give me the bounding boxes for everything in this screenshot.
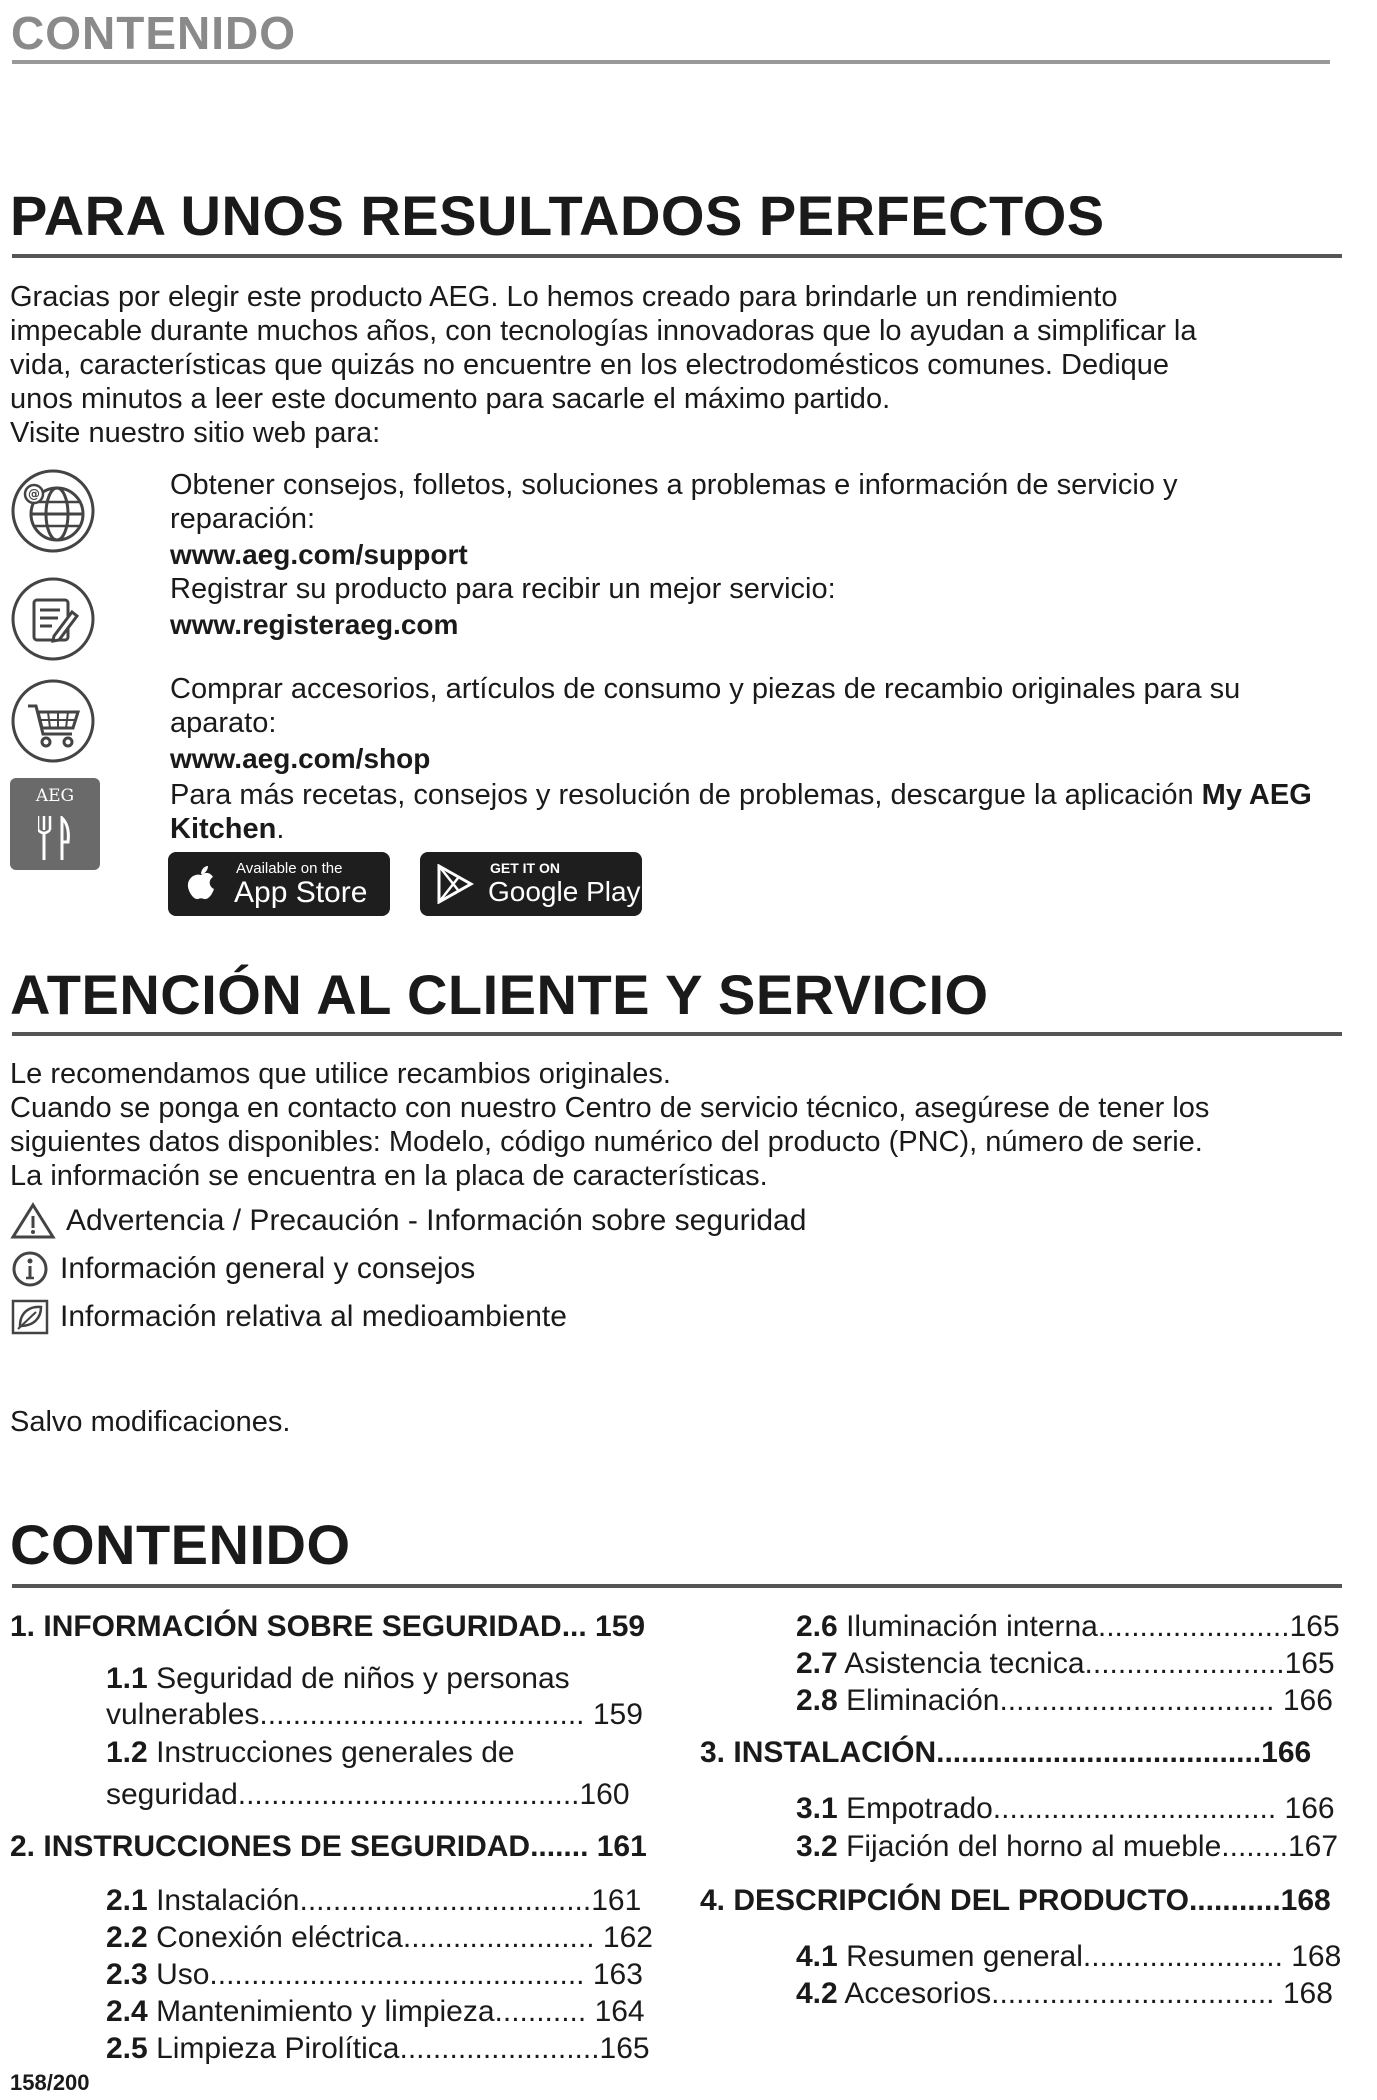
section-results-title: PARA UNOS RESULTADOS PERFECTOS [10,184,1105,247]
toc-item-4-1[interactable] [796,1940,1341,1974]
header-title: CONTENIDO [11,7,296,59]
toc-num: 2.1 [106,1884,148,1917]
legend-warning-text: Advertencia / Precaución - Información sobre seguridad [66,1204,807,1237]
toc-num: 3.2 [796,1830,838,1863]
toc-item-2-7[interactable] [796,1647,1335,1681]
leaf-icon [10,1298,50,1336]
toc-item-2-4[interactable] [106,1995,645,2029]
toc-item-1-2[interactable] [106,1736,515,1770]
toc-item-3[interactable]: 3. INSTALACIÓN.......................................166 [700,1736,1312,1769]
toc-item-2-8[interactable] [796,1684,1333,1718]
globe-icon [10,468,96,559]
toc-num: 4.2 [796,1977,838,2010]
app-text: Para más recetas, consejos y resolución de problemas, descargue la aplicación [170,779,1202,811]
page-number: 158/200 [10,2070,90,2095]
toc-item-2-3[interactable] [106,1958,643,1992]
toc-text: Empotrado.................................. 166 [846,1792,1335,1825]
toc-item-1-2-cont[interactable]: seguridad.........................................160 [106,1778,630,1811]
intro-line: impecable durante muchos años, con tecnologías innovadoras que lo ayudan a simplificar la [10,315,1197,347]
intro-line: unos minutos a leer este documento para sacarle el máximo partido. [10,383,891,415]
toc-text: Asistencia tecnica........................165 [844,1647,1335,1680]
intro-line: vida, características que quizás no encuentre en los electrodomésticos comunes. Dedique [10,349,1170,381]
app-store-badge[interactable] [168,852,390,916]
toc-text: Resumen general........................ 168 [846,1940,1342,1973]
toc-num: 4.1 [796,1940,838,1973]
toc-text: Instalación...................................161 [156,1884,642,1917]
service-line: Cuando se ponga en contacto con nuestro Centro de servicio técnico, asegúrese de tener los [10,1092,1210,1124]
toc-num: 2.6 [796,1610,838,1643]
toc-item-1-1-cont[interactable]: vulnerables....................................... 159 [106,1698,643,1731]
appstore-big-text: App Store [234,876,368,909]
toc-item-1[interactable]: 1. INFORMACIÓN SOBRE SEGURIDAD... 159 [10,1610,646,1643]
play-icon [436,864,474,904]
register-link[interactable]: www.registeraeg.com [170,609,459,640]
gplay-big-text: Google Play [488,876,641,907]
google-play-badge[interactable] [420,852,642,916]
register-icon [10,576,96,667]
intro-line: Gracias por elegir este producto AEG. Lo hemos creado para brindarle un rendimiento [10,281,1118,313]
toc-num: 2.2 [106,1921,148,1954]
legend-info-text: Información general y consejos [60,1252,476,1285]
shop-text: Comprar accesorios, artículos de consumo y piezas de recambio originales para su [170,673,1241,705]
toc-item-2-1[interactable] [106,1884,641,1918]
cutlery-icon [38,816,72,862]
toc-num: 2.5 [106,2032,148,2065]
intro-paragraph [10,280,1197,450]
cart-icon [10,678,96,769]
section-divider [12,254,1342,258]
support-link[interactable]: www.aeg.com/support [170,539,468,570]
service-line: siguientes datos disponibles: Modelo, código numérico del producto (PNC), número de serie. [10,1126,1203,1158]
toc-num: 2.8 [796,1684,838,1717]
register-text: Registrar su producto para recibir un mejor servicio: [170,573,836,605]
toc-item-1-1[interactable] [106,1662,570,1696]
shop-link[interactable]: www.aeg.com/shop [170,743,431,774]
toc-num: 2.7 [796,1647,838,1680]
aeg-app-icon [10,778,100,870]
app-item [170,778,1350,846]
toc-item-2[interactable]: 2. INSTRUCCIONES DE SEGURIDAD....... 161 [10,1830,647,1863]
toc-text: Seguridad de niños y personas [156,1662,570,1695]
support-text: reparación: [170,503,316,535]
service-line: La información se encuentra en la placa de características. [10,1160,768,1192]
toc-text: Mantenimiento y limpieza........... 164 [156,1995,645,2028]
toc-num: 2.3 [106,1958,148,1991]
toc-item-2-5[interactable] [106,2032,650,2066]
section-service-title: ATENCIÓN AL CLIENTE Y SERVICIO [10,963,989,1026]
toc-text: Conexión eléctrica....................... 162 [156,1921,653,1954]
toc-item-2-6[interactable] [796,1610,1340,1644]
shop-text: aparato: [170,707,277,739]
toc-text: Iluminación interna.......................165 [846,1610,1340,1643]
support-item [170,468,1177,572]
toc-item-3-1[interactable] [796,1792,1335,1826]
toc-text: Uso............................................. 163 [156,1958,643,1991]
toc-text: Eliminación................................. 166 [846,1684,1333,1717]
app-text-end: . [276,813,285,845]
legend-warning [10,1202,806,1240]
legend-info [10,1250,475,1288]
info-icon [10,1250,50,1288]
warning-icon [10,1202,56,1240]
toc-num: 3.1 [796,1792,838,1825]
toc-item-4[interactable]: 4. DESCRIPCIÓN DEL PRODUCTO...........168 [700,1884,1331,1917]
visit-text: Visite nuestro sitio web para: [10,417,381,449]
header-divider [12,60,1330,64]
support-text: Obtener consejos, folletos, soluciones a problemas e información de servicio y [170,469,1178,501]
register-item [170,572,836,642]
legend-environment [10,1298,567,1336]
toc-item-3-2[interactable] [796,1830,1338,1864]
toc-item-2-2[interactable] [106,1921,653,1955]
toc-num: 2.4 [106,1995,148,2028]
svg-text:@: @ [28,487,40,501]
appstore-small-text: Available on the [236,860,343,877]
toc-text: Limpieza Pirolítica........................165 [156,2032,650,2065]
section-divider [12,1584,1342,1588]
service-line: Le recomendamos que utilice recambios originales. [10,1058,671,1090]
section-divider [12,1032,1342,1036]
legend-environment-text: Información relativa al medioambiente [60,1300,567,1333]
toc-num: 1.1 [106,1662,148,1695]
toc-text: Instrucciones generales de [156,1736,515,1769]
app-name: My AEG [1201,779,1312,811]
apple-icon [186,865,216,901]
shop-item [170,672,1240,776]
toc-text: Fijación del horno al mueble........167 [846,1830,1339,1863]
aeg-label: AEG [35,786,75,806]
toc-num: 1.2 [106,1736,148,1769]
toc-item-4-2[interactable] [796,1977,1333,2011]
contents-title: CONTENIDO [10,1513,351,1576]
app-name: Kitchen [170,813,277,845]
modifications-note: Salvo modificaciones. [10,1406,291,1438]
gplay-small-text: GET IT ON [490,860,560,876]
toc-text: Accesorios.................................. 168 [844,1977,1333,2010]
service-paragraph [10,1057,1209,1193]
